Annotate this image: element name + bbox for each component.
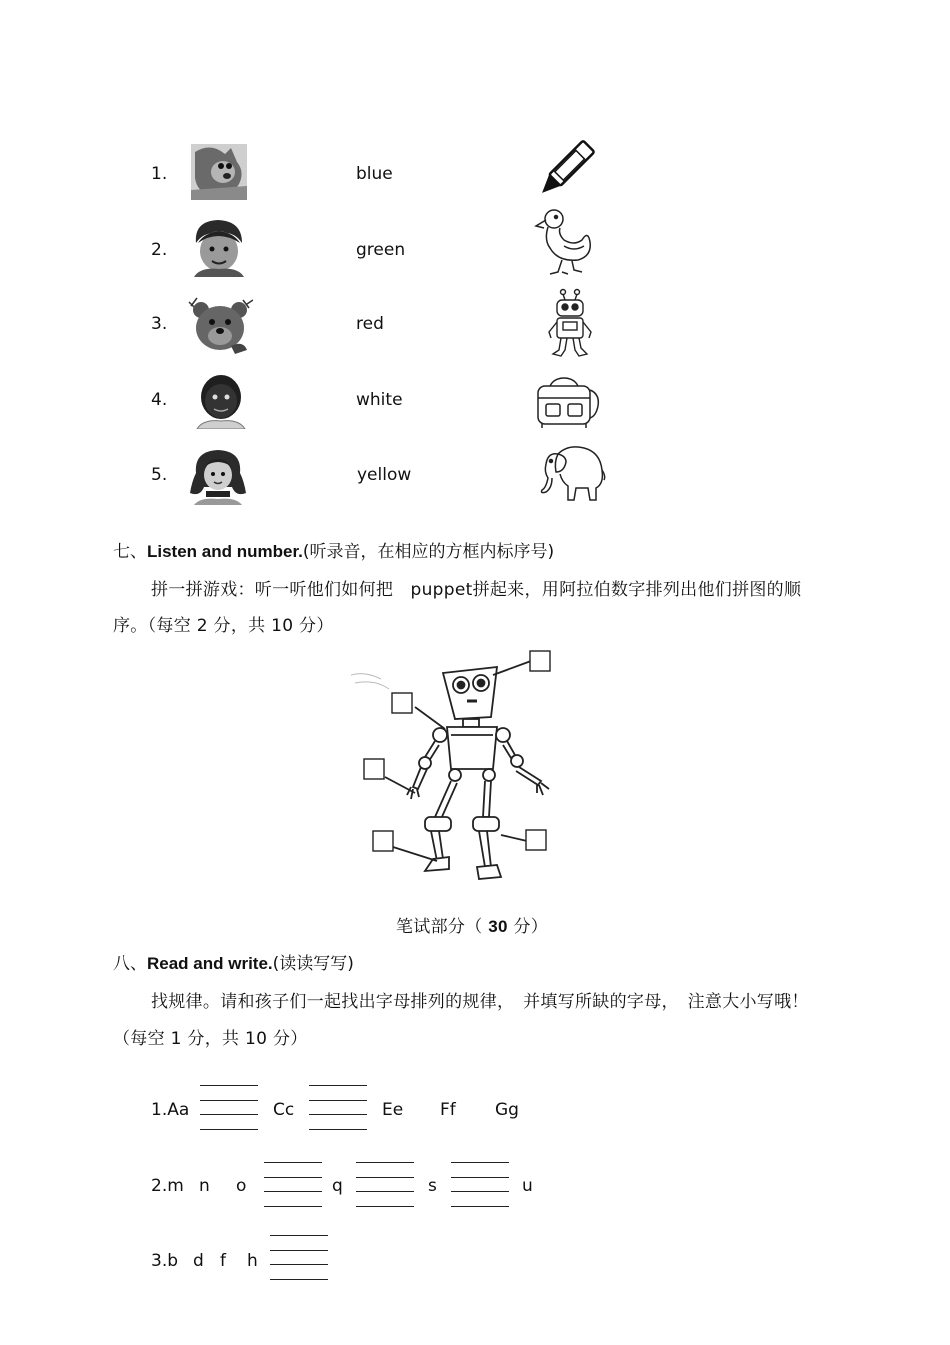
exercise3-letter: f [220, 1251, 226, 1271]
puppet-robot-figure [345, 645, 585, 887]
exercise1-letter: Cc [273, 1100, 295, 1120]
exercise3-letter: 3.b [151, 1251, 179, 1271]
section8-marker: 八、 [113, 954, 147, 974]
row-number: 3. [151, 314, 168, 334]
answer-blank[interactable] [200, 1085, 258, 1129]
row-number: 4. [151, 390, 168, 410]
crayon-icon [533, 140, 595, 202]
answer-box-shoulder[interactable] [392, 693, 412, 713]
exercise2-letter: q [332, 1176, 343, 1196]
exercise1-letter: Ee [382, 1100, 404, 1120]
elephant-icon [538, 442, 606, 504]
girl-face-photo [186, 447, 250, 505]
section8-title: Read and write. [147, 954, 273, 973]
exercise2-letter: u [522, 1176, 533, 1196]
written-part-score: 30 [488, 917, 508, 936]
dark-boy-face-photo [195, 373, 247, 429]
section8-instruction-line2: （每空 1 分，共 10 分） [113, 1029, 308, 1049]
section7-subtitle: (听录音，在相应的方框内标序号) [302, 542, 555, 562]
section8-instruction-line1: 找规律。请和孩子们一起找出字母排列的规律， 并填写所缺的字母， 注意大小写哦！ [151, 992, 809, 1012]
exercise2-letter: n [199, 1176, 210, 1196]
color-word: white [356, 390, 403, 410]
exercise1-letter: Gg [495, 1100, 519, 1120]
color-word: yellow [357, 465, 412, 485]
answer-box-hand[interactable] [364, 759, 384, 779]
section7-heading [113, 537, 554, 562]
robot-icon [545, 288, 595, 360]
answer-box-foot[interactable] [373, 831, 393, 851]
color-word: red [356, 314, 384, 334]
exercise2-letter: o [236, 1176, 247, 1196]
bear-face-photo [187, 296, 253, 354]
section8-heading [113, 949, 354, 974]
section7-instruction-line1: 拼一拼游戏：听一听他们如何把 puppet拼起来，用阿拉伯数字排列出他们拼图的顺 [151, 580, 802, 600]
row-number: 5. [151, 465, 168, 485]
written-part-label-end: 分） [507, 917, 549, 937]
answer-blank[interactable] [264, 1162, 322, 1206]
duck-icon [534, 206, 596, 278]
answer-box-head[interactable] [530, 651, 550, 671]
color-word: green [356, 240, 406, 260]
answer-blank[interactable] [309, 1085, 367, 1129]
written-part-label: 笔试部分（ [396, 917, 489, 937]
exercise3-letter: d [193, 1251, 204, 1271]
exercise2-letter: s [428, 1176, 437, 1196]
section8-subtitle: (读读写写) [272, 954, 354, 974]
exercise1-letter: Ff [440, 1100, 456, 1120]
row-number: 2. [151, 240, 168, 260]
section7-title: Listen and number. [147, 542, 303, 561]
answer-blank[interactable] [451, 1162, 509, 1206]
written-part-caption [396, 912, 548, 937]
section7-instruction-line2: 序。（每空 2 分，共 10 分） [113, 616, 334, 636]
answer-blank[interactable] [356, 1162, 414, 1206]
section7-marker: 七、 [113, 542, 147, 562]
answer-blank[interactable] [270, 1235, 328, 1279]
schoolbag-icon [534, 376, 602, 428]
exercise2-letter: 2.m [151, 1176, 184, 1196]
exercise1-letter: 1.Aa [151, 1100, 190, 1120]
exercise3-letter: h [247, 1251, 258, 1271]
row-number: 1. [151, 164, 168, 184]
color-word: blue [356, 164, 393, 184]
chipmunk-face-photo [191, 144, 247, 200]
answer-box-knee[interactable] [526, 830, 546, 850]
boy-face-photo [190, 217, 248, 277]
